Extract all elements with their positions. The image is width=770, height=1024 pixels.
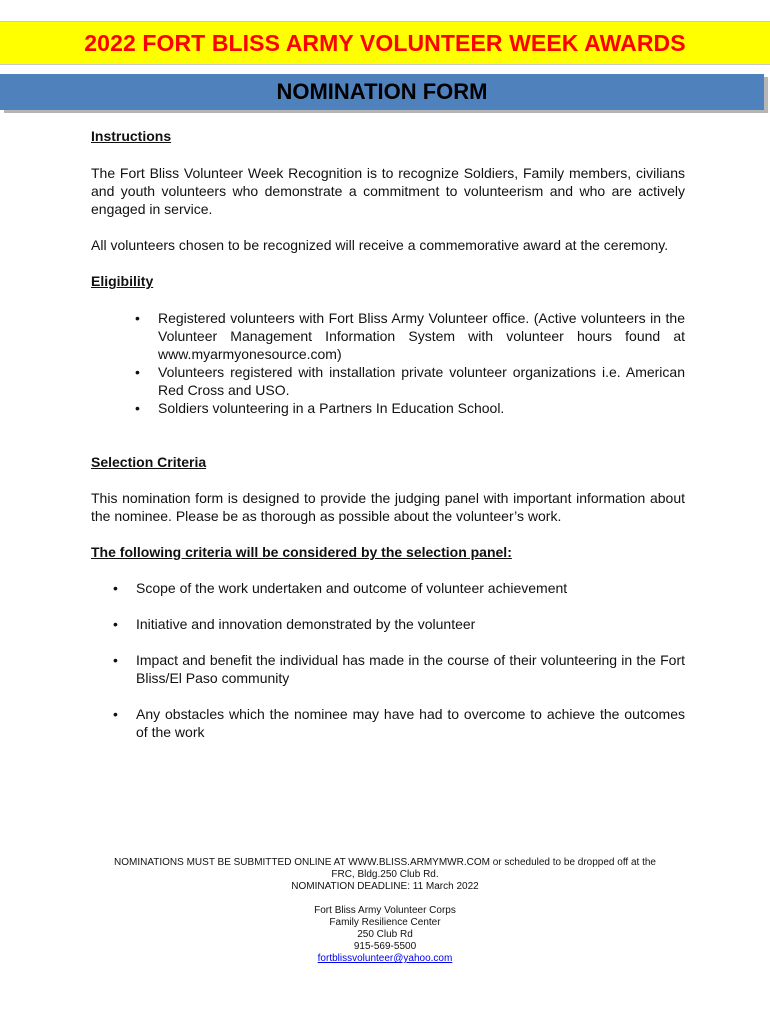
footer-spacer (90, 893, 680, 905)
criteria-heading: The following criteria will be considered by the selection panel: (91, 544, 512, 560)
title-banner (0, 21, 770, 65)
email-link[interactable]: fortblissvolunteer@yahoo.com (317, 953, 453, 964)
eligibility-list (91, 309, 685, 417)
submission-notice: NOMINATIONS MUST BE SUBMITTED ONLINE AT WWW.BLISS.ARMYMWR.COM or scheduled to be dropped off at the (114, 857, 656, 868)
selection-paragraph: This nomination form is designed to provide the judging panel with important information about the nominee. Please be as thorough as possible about the volunteer’s work. (91, 490, 685, 524)
address: 250 Club Rd (357, 929, 413, 940)
eligibility-item: • Volunteers registered with installation private volunteer organizations i.e. American Red Cross and USO. (91, 363, 685, 399)
criteria-item: • Impact and benefit the individual has made in the course of their volunteering in the Fort Bliss/El Paso community (91, 651, 685, 687)
org-name: Fort Bliss Army Volunteer Corps (314, 905, 456, 916)
selection-criteria-heading: Selection Criteria (91, 454, 207, 470)
eligibility-heading: Eligibility (91, 273, 154, 289)
page-title: 2022 FORT BLISS ARMY VOLUNTEER WEEK AWARDS (84, 29, 686, 56)
form-subtitle: NOMINATION FORM (276, 79, 488, 104)
instructions-paragraph-2: All volunteers chosen to be recognized will receive a commemorative award at the ceremony. (91, 237, 669, 253)
eligibility-item: • Registered volunteers with Fort Bliss Army Volunteer office. (Active volunteers in the Volunteer Management Information System with volunteer hours found at www.myarmyonesource.com) (91, 309, 685, 363)
submission-location: FRC, Bldg.250 Club Rd. (331, 869, 439, 880)
eligibility-item: • Soldiers volunteering in a Partners In Education School. (91, 399, 685, 417)
phone: 915-569-5500 (353, 941, 417, 952)
instructions-paragraph-1: The Fort Bliss Volunteer Week Recognition is to recognize Soldiers, Family members, civilians and youth volunteers who demonstrate a commitment to volunteerism and who are actively engaged in service. (91, 165, 685, 217)
center-name: Family Resilience Center (329, 917, 441, 928)
document-body (91, 127, 685, 741)
nomination-deadline: NOMINATION DEADLINE: 11 March 2022 (291, 881, 479, 892)
criteria-item: • Scope of the work undertaken and outcome of volunteer achievement (91, 579, 685, 597)
instructions-heading: Instructions (91, 128, 172, 144)
criteria-item: • Initiative and innovation demonstrated by the volunteer (91, 615, 685, 633)
criteria-list (91, 579, 685, 741)
subtitle-banner (0, 74, 764, 110)
footer (90, 857, 680, 965)
criteria-item: • Any obstacles which the nominee may have had to overcome to achieve the outcomes of the work (91, 705, 685, 741)
